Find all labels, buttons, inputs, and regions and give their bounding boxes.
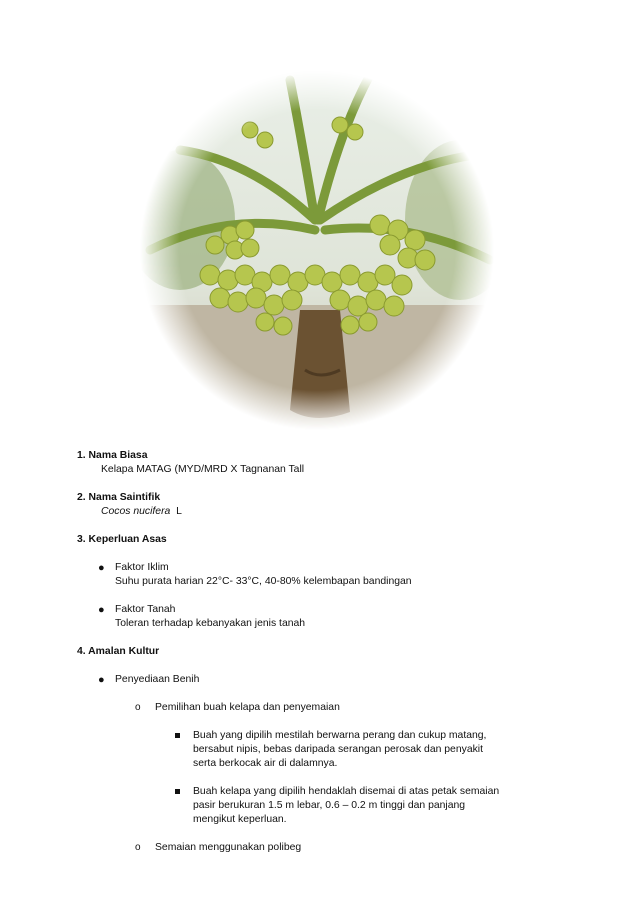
square-bullet-icon bbox=[175, 733, 180, 738]
bullet-icon: ● bbox=[98, 604, 105, 616]
species-authority: L bbox=[176, 506, 182, 517]
section-heading: 2. Nama Saintifik bbox=[77, 492, 161, 503]
point-line: mengikut keperluan. bbox=[193, 814, 287, 825]
list-item bbox=[98, 603, 577, 631]
bullet-icon: ● bbox=[98, 562, 105, 574]
item-title: Semaian menggunakan polibeg bbox=[155, 842, 302, 853]
coconut-tree-photo bbox=[140, 70, 495, 430]
list-item bbox=[193, 785, 513, 827]
bullet-icon: ● bbox=[98, 674, 105, 686]
list-item bbox=[193, 729, 513, 771]
circle-bullet-icon: o bbox=[135, 702, 141, 713]
point-line: Buah yang dipilih mestilah berwarna perang dan cukup matang, bbox=[193, 730, 487, 741]
square-bullet-icon bbox=[175, 789, 180, 794]
list-item bbox=[135, 701, 577, 715]
item-title: Pemilihan buah kelapa dan penyemaian bbox=[155, 702, 340, 713]
list-item bbox=[98, 561, 577, 589]
item-desc: Suhu purata harian 22°C- 33°C, 40-80% kelembapan bandingan bbox=[115, 576, 412, 587]
item-title: Penyediaan Benih bbox=[115, 674, 200, 685]
item-title: Faktor Iklim bbox=[115, 562, 169, 573]
scientific-name bbox=[101, 505, 577, 519]
circle-bullet-icon: o bbox=[135, 842, 141, 853]
list-item bbox=[135, 841, 577, 855]
point-line: bersabut nipis, bebas daripada serangan perosak dan penyakit bbox=[193, 744, 483, 755]
common-name: Kelapa MATAG (MYD/MRD X Tagnanan Tall bbox=[101, 464, 305, 475]
item-desc: Toleran terhadap kebanyakan jenis tanah bbox=[115, 618, 306, 629]
item-title: Faktor Tanah bbox=[115, 604, 176, 615]
point-line: serta berkocak air di dalamnya. bbox=[193, 758, 338, 769]
section-heading: 4. Amalan Kultur bbox=[77, 646, 160, 657]
species-name: Cocos nucifera bbox=[101, 506, 171, 517]
section-heading: 3. Keperluan Asas bbox=[77, 534, 167, 545]
point-line: Buah kelapa yang dipilih hendaklah disemai di atas petak semaian bbox=[193, 786, 500, 797]
point-line: pasir berukuran 1.5 m lebar, 0.6 – 0.2 m tinggi dan panjang bbox=[193, 800, 466, 811]
document-body bbox=[77, 449, 577, 855]
list-item bbox=[98, 673, 577, 687]
section-heading: 1. Nama Biasa bbox=[77, 450, 148, 461]
